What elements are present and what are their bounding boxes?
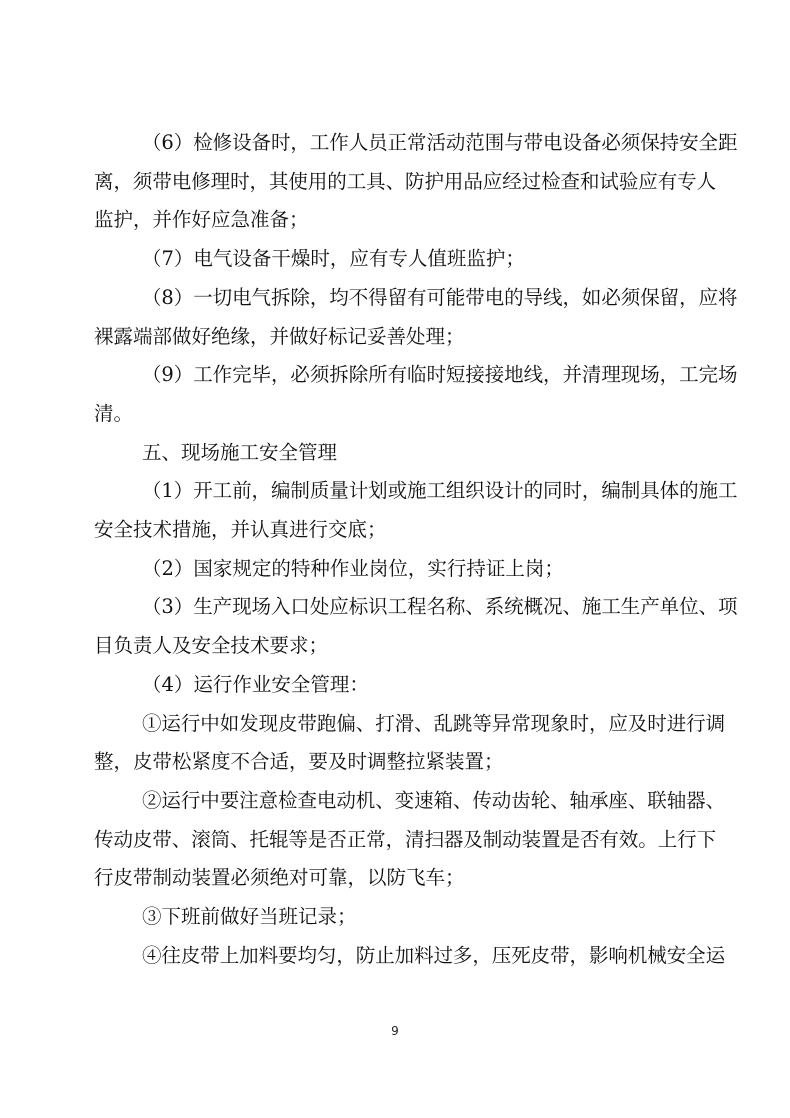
paragraph-section-5-item-4	[94, 666, 696, 705]
paragraph-section-5-heading	[94, 434, 696, 473]
text-line: 目负责人及安全技术要求；	[94, 634, 329, 658]
paragraph-section-5-item-2	[94, 550, 696, 589]
text-line: 行皮带制动装置必须绝对可靠，以防飞车；	[94, 866, 465, 890]
text-line: 五、现场施工安全管理	[142, 440, 338, 464]
paragraph-sub-item-3	[94, 898, 696, 937]
text-line: ③下班前做好当班记录；	[142, 905, 357, 929]
text-line: 整，皮带松紧度不合适，要及时调整拉紧装置；	[94, 750, 504, 774]
text-line: ②运行中要注意检查电动机、变速箱、传动齿轮、轴承座、联轴器、	[142, 788, 726, 812]
paragraph-sub-item-2	[94, 782, 726, 898]
paragraph-section-5-item-3	[94, 588, 738, 665]
document-body	[94, 124, 738, 975]
text-line: （7）电气设备干燥时，应有专人值班监护；	[142, 247, 525, 271]
page-number: 9	[391, 1024, 399, 1038]
text-line: 安全技术措施，并认真进行交底；	[94, 518, 387, 542]
text-line: （4）运行作业安全管理：	[142, 672, 369, 696]
paragraph-sub-item-1	[94, 705, 726, 782]
text-line: 离，须带电修理时，其使用的工具、防护用品应经过检查和试验应有专人	[94, 169, 717, 193]
text-line: （1）开工前，编制质量计划或施工组织设计的同时，编制具体的施工	[142, 479, 738, 503]
text-line: （8）一切电气拆除，均不得留有可能带电的导线，如必须保留，应将	[142, 285, 738, 309]
text-line: ④往皮带上加料要均匀，防止加料过多，压死皮带，影响机械安全运	[142, 943, 726, 967]
text-line: 监护，并作好应急准备；	[94, 208, 309, 232]
paragraph-item-6	[94, 124, 738, 240]
text-line: ①运行中如发现皮带跑偏、打滑、乱跳等异常现象时，应及时进行调	[142, 711, 726, 735]
text-line: 传动皮带、滚筒、托辊等是否正常，清扫器及制动装置是否有效。上行下	[94, 827, 717, 851]
paragraph-item-7	[94, 240, 696, 279]
paragraph-item-9	[94, 356, 738, 433]
text-line: （3）生产现场入口处应标识工程名称、系统概况、施工生产单位、项	[142, 595, 738, 619]
paragraph-sub-item-4	[94, 937, 726, 976]
text-line: 裸露端部做好绝缘，并做好标记妥善处理；	[94, 324, 465, 348]
paragraph-section-5-item-1	[94, 472, 738, 549]
paragraph-item-8	[94, 279, 738, 356]
text-line: （6）检修设备时，工作人员正常活动范围与带电设备必须保持安全距	[142, 131, 738, 154]
text-line: （2）国家规定的特种作业岗位，实行持证上岗；	[142, 556, 564, 580]
text-line: 清。	[94, 401, 134, 425]
text-line: （9）工作完毕，必须拆除所有临时短接接地线，并清理现场，工完场	[142, 363, 738, 387]
